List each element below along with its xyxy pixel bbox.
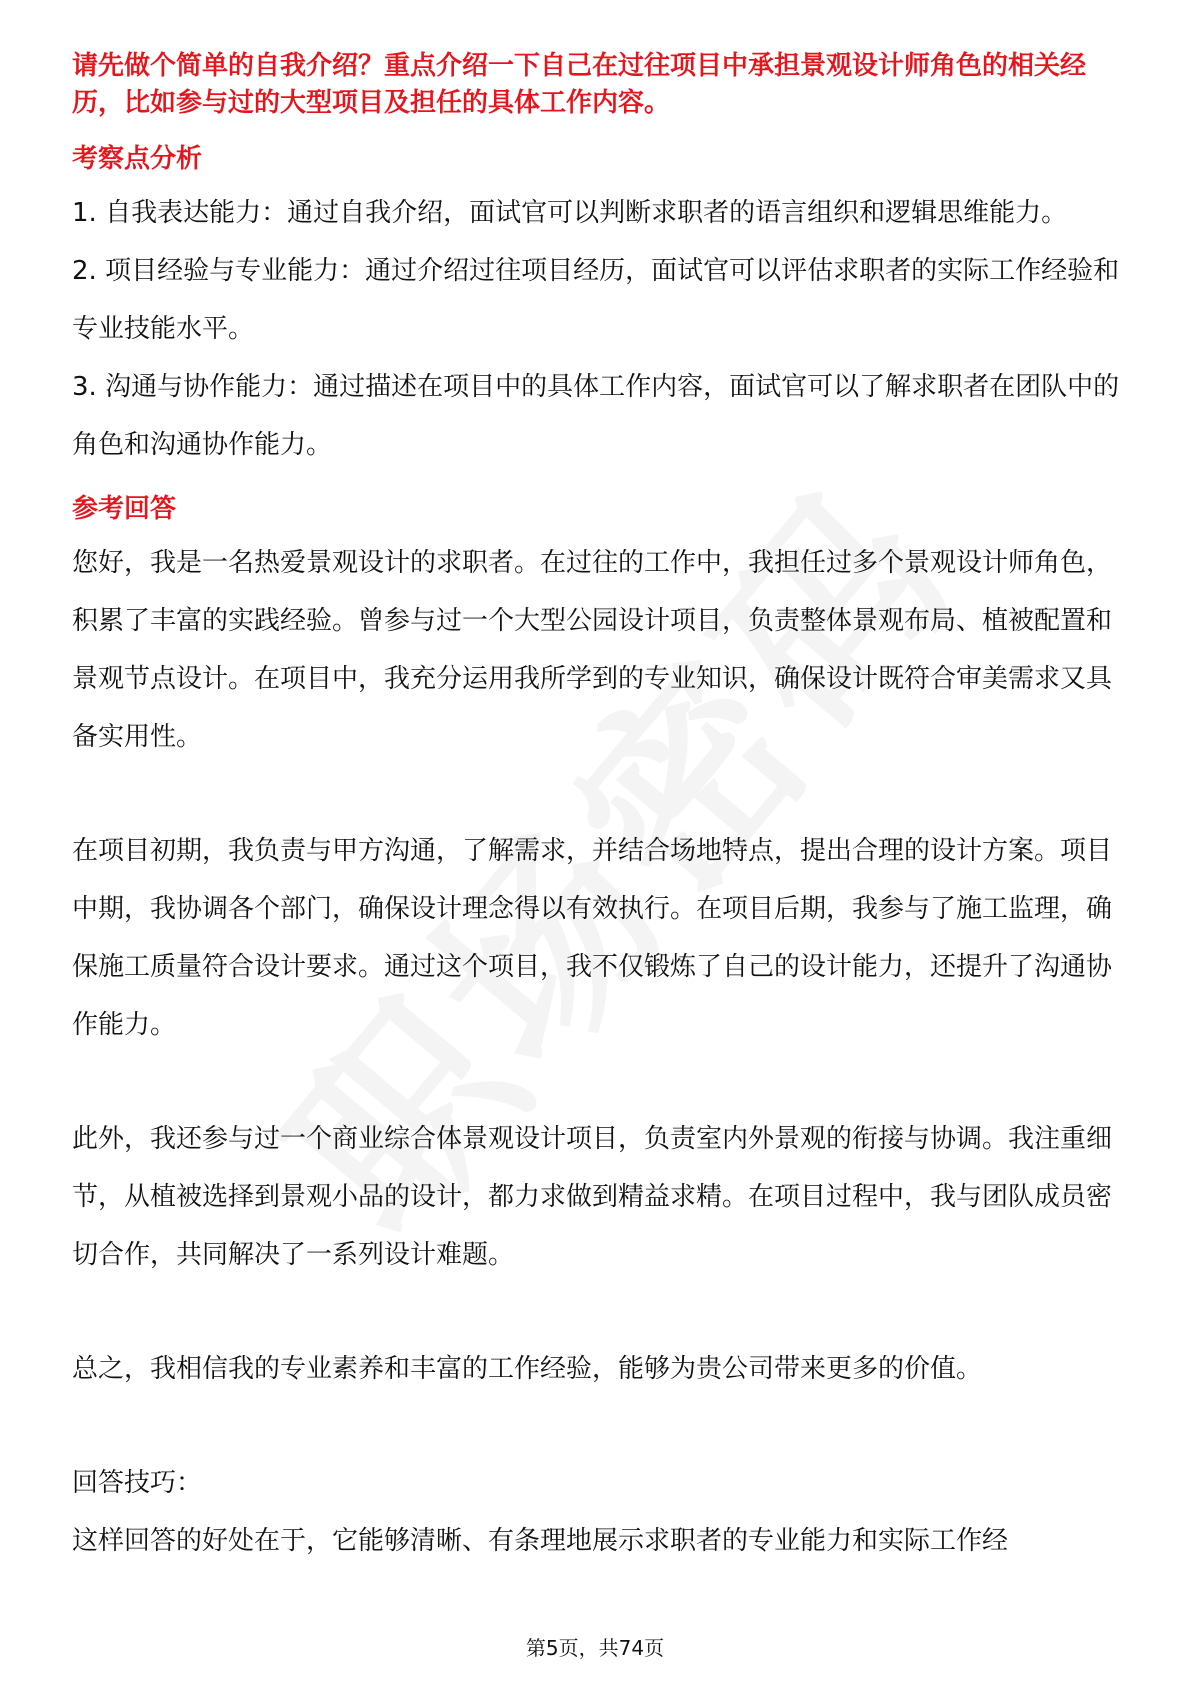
analysis-item: 1. 自我表达能力：通过自我介绍，面试官可以判断求职者的语言组织和逻辑思维能力。 — [72, 198, 1068, 228]
question-heading: 请先做个简单的自我介绍？重点介绍一下自己在过往项目中承担景观设计师角色的相关经历，比如参与过的大型项目及担任的具体工作内容。 — [72, 51, 1087, 118]
page-number: 第5页，共74页 — [525, 1636, 665, 1660]
document-page — [72, 48, 1122, 1570]
analysis-list — [72, 184, 1122, 474]
tips-title: 回答技巧： — [72, 1468, 203, 1498]
answer-paragraph: 总之，我相信我的专业素养和丰富的工作经验，能够为贵公司带来更多的价值。 — [72, 1354, 983, 1384]
answer-paragraph: 在项目初期，我负责与甲方沟通，了解需求，并结合场地特点，提出合理的设计方案。项目中期，我协调各个部门，确保设计理念得以有效执行。在项目后期，我参与了施工监理，确保施工质量符合设计要求。通过这个项目，我不仅锻炼了自己的设计能力，还提升了沟通协作能力。 — [72, 836, 1113, 1040]
analysis-item: 3. 沟通与协作能力：通过描述在项目中的具体工作内容，面试官可以了解求职者在团队中的角色和沟通协作能力。 — [72, 372, 1120, 460]
tips-text: 这样回答的好处在于，它能够清晰、有条理地展示求职者的专业能力和实际工作经 — [72, 1526, 1009, 1556]
analysis-item: 2. 项目经验与专业能力：通过介绍过往项目经历，面试官可以评估求职者的实际工作经验和专业技能水平。 — [72, 256, 1120, 344]
answer-title: 参考回答 — [72, 494, 177, 524]
answer-body — [72, 534, 1122, 1398]
analysis-title: 考察点分析 — [72, 144, 203, 174]
answer-paragraph: 您好，我是一名热爱景观设计的求职者。在过往的工作中，我担任过多个景观设计师角色，积累了丰富的实践经验。曾参与过一个大型公园设计项目，负责整体景观布局、植被配置和景观节点设计。在项目中，我充分运用我所学到的专业知识，确保设计既符合审美需求又具备实用性。 — [72, 548, 1113, 752]
answer-paragraph: 此外，我还参与过一个商业综合体景观设计项目，负责室内外景观的衔接与协调。我注重细节，从植被选择到景观小品的设计，都力求做到精益求精。在项目过程中，我与团队成员密切合作，共同解决了一系列设计难题。 — [72, 1124, 1113, 1270]
